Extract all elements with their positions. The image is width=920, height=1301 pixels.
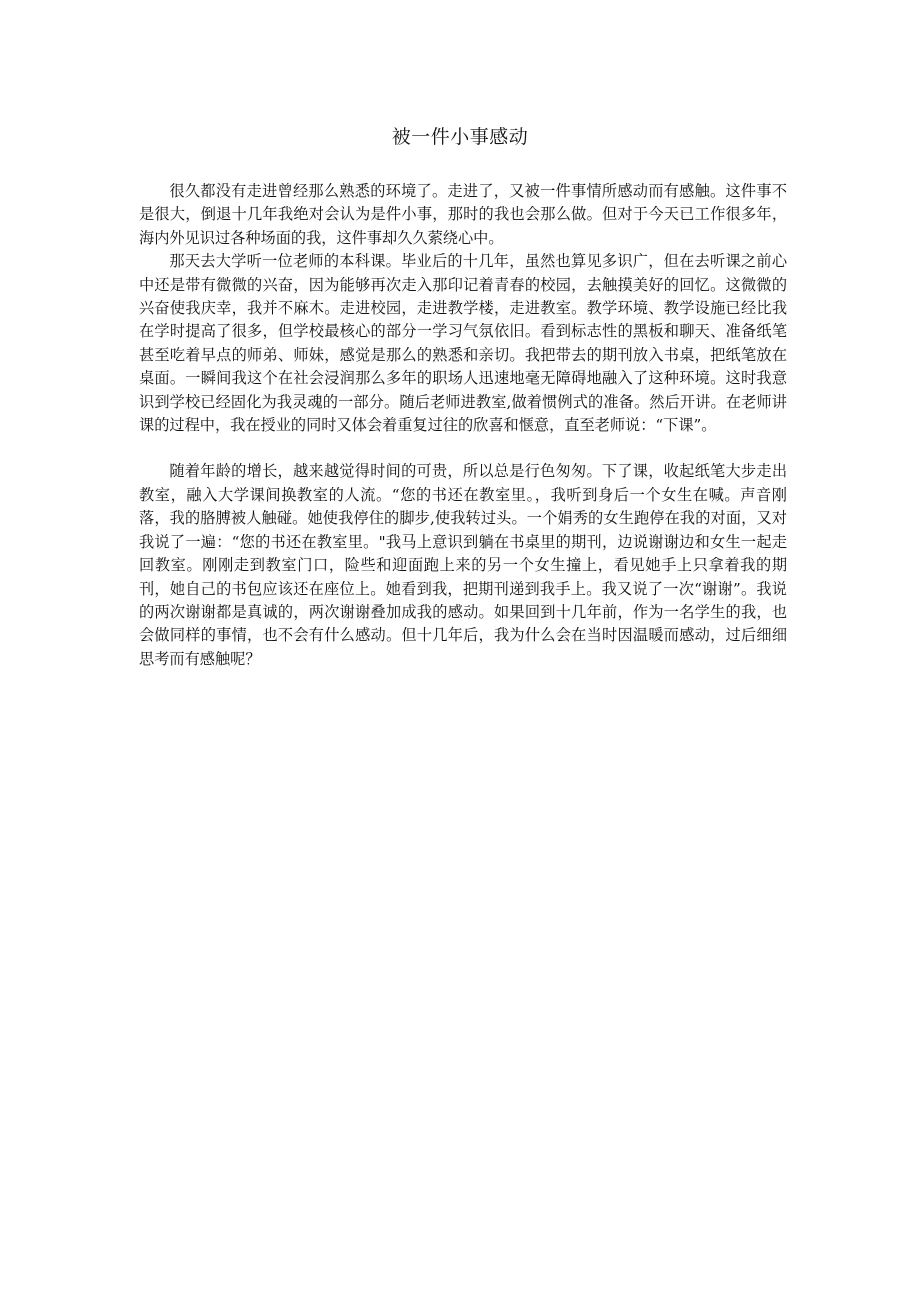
- paragraph-1: 很久都没有走进曾经那么熟悉的环境了。走进了，又被一件事情所感动而有感触。这件事不是很大，倒退十几年我绝对会认为是件小事，那时的我也会那么做。但对于今天已工作很多年，海内外见识过各种场面的我，这件事却久久萦绕心中。: [139, 182, 787, 247]
- document-body: [139, 180, 787, 671]
- paragraph-3: 随着年龄的增长，越来越觉得时间的可贵，所以总是行色匆匆。下了课，收起纸笔大步走出教室，融入大学课间换教室的人流。“您的书还在教室里。，我听到身后一个女生在喊。声音刚落，我的胳膊被人触碰。她使我停住的脚步,使我转过头。一个娟秀的女生跑停在我的对面，又对我说了一遍：“您的书还在教室里。"我马上意识到躺在书桌里的期刊，边说谢谢边和女生一起走回教室。刚刚走到教室门口，险些和迎面跑上来的另一个女生撞上，看见她手上只拿着我的期刊，她自己的书包应该还在座位上。她看到我，把期刊递到我手上。我又说了一次“谢谢”。我说的两次谢谢都是真诚的，两次谢谢叠加成我的感动。如果回到十几年前，作为一名学生的我，也会做同样的事情，也不会有什么感动。但十几年后，我为什么会在当时因温暖而感动，过后细细思考而有感触呢？: [139, 462, 787, 668]
- document-title: 被一件小事感动: [391, 126, 529, 148]
- paragraph-2: 那天去大学听一位老师的本科课。毕业后的十几年，虽然也算见多识广，但在去听课之前心中还是带有微微的兴奋，因为能够再次走入那印记着青春的校园，去触摸美好的回忆。这微微的兴奋使我庆幸，我并不麻木。走进校园，走进教学楼，走进教室。教学环境、教学设施已经比我在学时提高了很多，但学校最核心的部分一学习气氛依旧。看到标志性的黑板和聊天、准备纸笔甚至吃着早点的师弟、师妹，感觉是那么的熟悉和亲切。我把带去的期刊放入书桌，把纸笔放在桌面。一瞬间我这个在社会浸润那么多年的职场人迅速地毫无障碍地融入了这种环境。这时我意识到学校已经固化为我灵魂的一部分。随后老师进教室,做着惯例式的准备。然后开讲。在老师讲课的过程中，我在授业的同时又体会着重复过往的欣喜和惬意，直至老师说：“下课”。: [139, 252, 787, 435]
